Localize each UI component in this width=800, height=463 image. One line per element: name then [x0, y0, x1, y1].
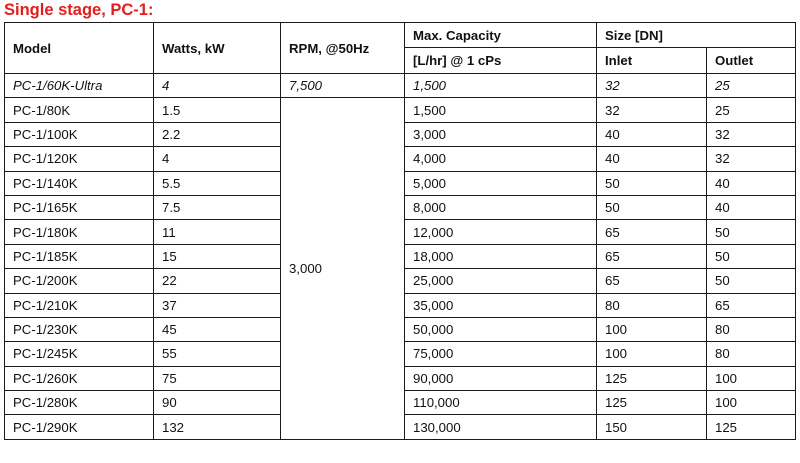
cell-model: PC-1/230K [5, 317, 154, 341]
table-header [5, 23, 796, 74]
header-size: Size [DN] [597, 23, 796, 48]
cell-capacity: 75,000 [405, 342, 597, 366]
cell-inlet: 50 [597, 171, 707, 195]
cell-model: PC-1/185K [5, 244, 154, 268]
cell-inlet: 150 [597, 415, 707, 439]
cell-outlet: 40 [707, 195, 796, 219]
header-rpm: RPM, @50Hz [281, 23, 405, 74]
cell-capacity: 18,000 [405, 244, 597, 268]
cell-outlet: 100 [707, 366, 796, 390]
cell-watts: 4 [154, 74, 281, 98]
cell-watts: 2.2 [154, 122, 281, 146]
cell-inlet: 125 [597, 366, 707, 390]
cell-capacity: 3,000 [405, 122, 597, 146]
cell-watts: 45 [154, 317, 281, 341]
cell-capacity: 110,000 [405, 391, 597, 415]
cell-outlet: 25 [707, 98, 796, 122]
cell-inlet: 40 [597, 122, 707, 146]
cell-outlet: 40 [707, 171, 796, 195]
header-watts: Watts, kW [154, 23, 281, 74]
cell-watts: 132 [154, 415, 281, 439]
cell-model: PC-1/140K [5, 171, 154, 195]
cell-inlet: 65 [597, 269, 707, 293]
cell-inlet: 100 [597, 317, 707, 341]
cell-capacity: 50,000 [405, 317, 597, 341]
cell-watts: 1.5 [154, 98, 281, 122]
cell-watts: 90 [154, 391, 281, 415]
cell-capacity: 12,000 [405, 220, 597, 244]
table-title: Single stage, PC-1: [4, 1, 154, 19]
cell-model: PC-1/290K [5, 415, 154, 439]
cell-inlet: 125 [597, 391, 707, 415]
header-model: Model [5, 23, 154, 74]
cell-model: PC-1/180K [5, 220, 154, 244]
cell-watts: 37 [154, 293, 281, 317]
cell-inlet: 100 [597, 342, 707, 366]
cell-watts: 15 [154, 244, 281, 268]
cell-capacity: 130,000 [405, 415, 597, 439]
cell-outlet: 50 [707, 220, 796, 244]
cell-watts: 22 [154, 269, 281, 293]
cell-capacity: 35,000 [405, 293, 597, 317]
cell-capacity: 4,000 [405, 147, 597, 171]
cell-capacity: 8,000 [405, 195, 597, 219]
header-capacity: Max. Capacity [405, 23, 597, 48]
cell-watts: 7.5 [154, 195, 281, 219]
cell-watts: 11 [154, 220, 281, 244]
cell-capacity: 1,500 [405, 98, 597, 122]
cell-outlet: 125 [707, 415, 796, 439]
cell-model: PC-1/245K [5, 342, 154, 366]
cell-inlet: 40 [597, 147, 707, 171]
cell-inlet: 65 [597, 244, 707, 268]
header-outlet: Outlet [707, 48, 796, 74]
cell-outlet: 65 [707, 293, 796, 317]
cell-model: PC-1/280K [5, 391, 154, 415]
cell-capacity: 25,000 [405, 269, 597, 293]
cell-inlet: 32 [597, 74, 707, 98]
cell-model: PC-1/210K [5, 293, 154, 317]
header-inlet: Inlet [597, 48, 707, 74]
header-capacity-unit: [L/hr] @ 1 cPs [405, 48, 597, 74]
cell-rpm-shared: 3,000 [281, 98, 405, 439]
cell-inlet: 50 [597, 195, 707, 219]
table-row [5, 74, 796, 98]
cell-outlet: 50 [707, 244, 796, 268]
cell-rpm: 7,500 [281, 74, 405, 98]
cell-outlet: 32 [707, 147, 796, 171]
cell-watts: 5.5 [154, 171, 281, 195]
cell-capacity: 1,500 [405, 74, 597, 98]
cell-model: PC-1/100K [5, 122, 154, 146]
cell-outlet: 80 [707, 342, 796, 366]
cell-model: PC-1/120K [5, 147, 154, 171]
cell-model: PC-1/260K [5, 366, 154, 390]
cell-outlet: 32 [707, 122, 796, 146]
cell-inlet: 32 [597, 98, 707, 122]
table-body [5, 74, 796, 440]
cell-model: PC-1/80K [5, 98, 154, 122]
cell-outlet: 50 [707, 269, 796, 293]
cell-outlet: 25 [707, 74, 796, 98]
cell-capacity: 90,000 [405, 366, 597, 390]
cell-watts: 4 [154, 147, 281, 171]
table-row [5, 98, 796, 122]
cell-model: PC-1/60K-Ultra [5, 74, 154, 98]
cell-watts: 55 [154, 342, 281, 366]
pump-spec-table [4, 22, 796, 440]
cell-inlet: 80 [597, 293, 707, 317]
cell-watts: 75 [154, 366, 281, 390]
cell-inlet: 65 [597, 220, 707, 244]
cell-model: PC-1/200K [5, 269, 154, 293]
cell-outlet: 100 [707, 391, 796, 415]
cell-capacity: 5,000 [405, 171, 597, 195]
cell-outlet: 80 [707, 317, 796, 341]
cell-model: PC-1/165K [5, 195, 154, 219]
